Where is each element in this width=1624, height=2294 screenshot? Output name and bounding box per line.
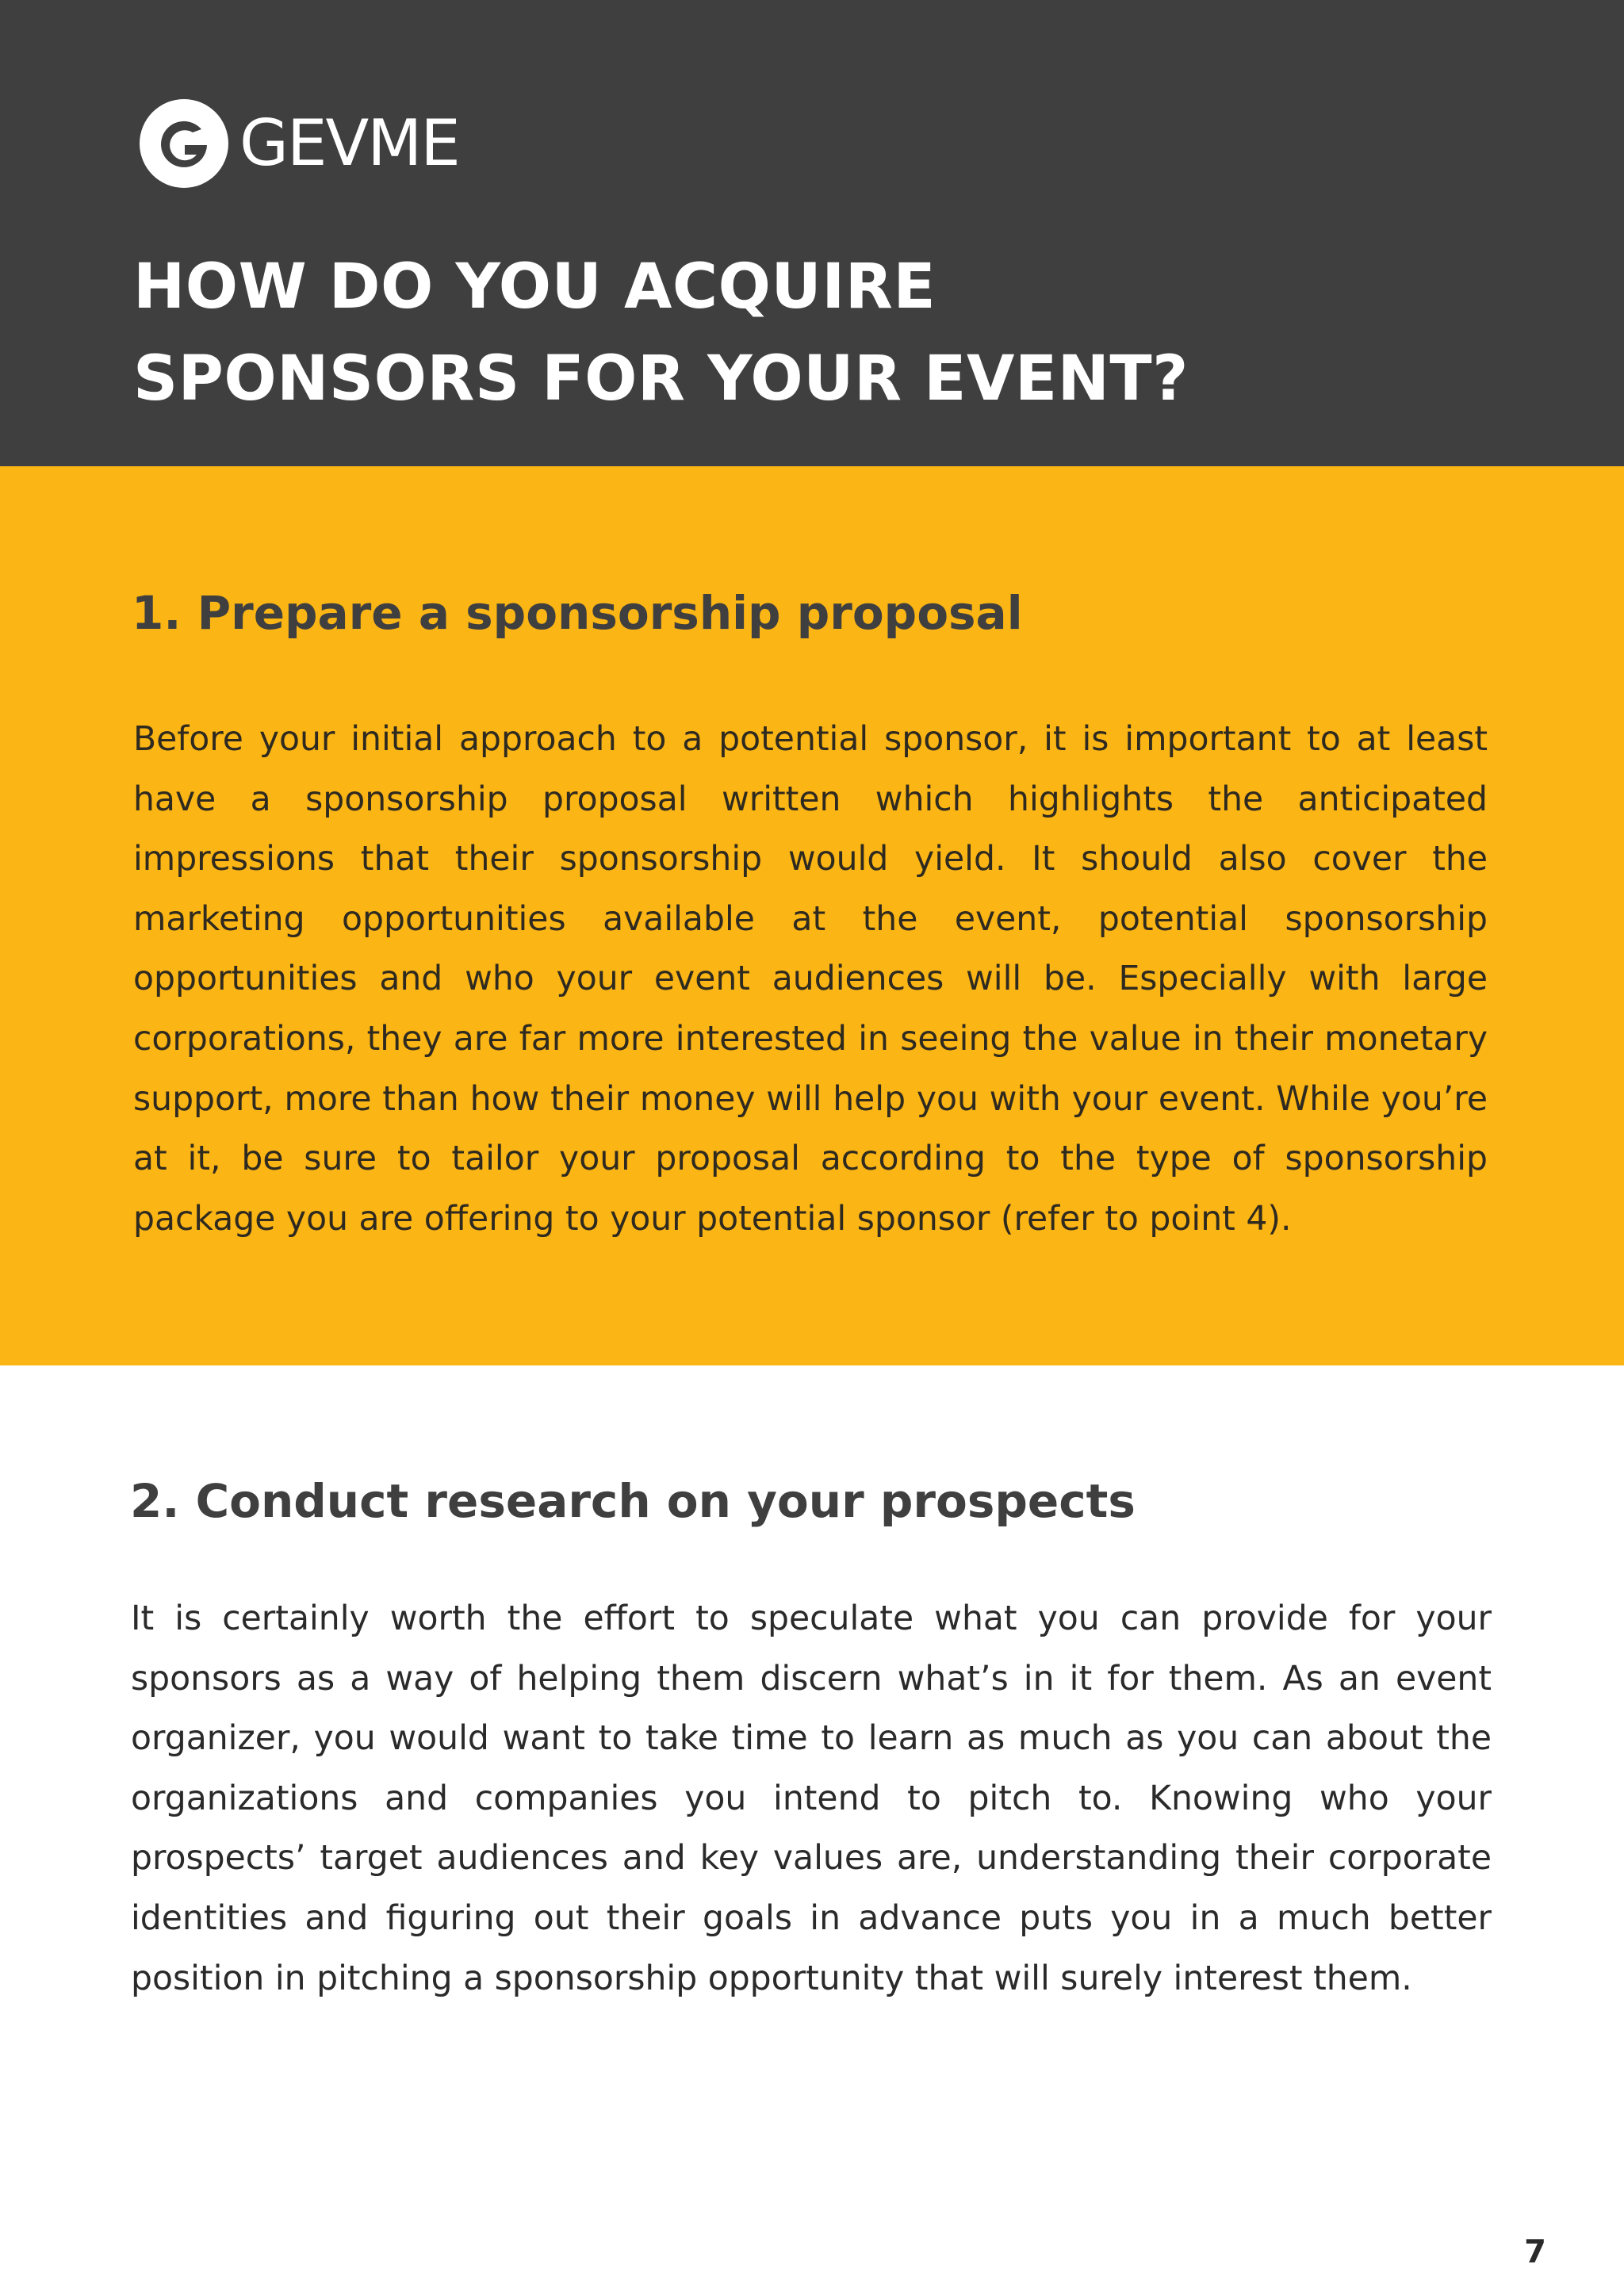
section-1-body: Before your initial approach to a potential sponsor, it is important to at least have a sponsorship proposal written which highlights the anticipated impressions that their sponsorship would yield. It should also cover the marketing opportunities available at the event, potential sponsorship opportunities and who your event audiences will be. Especially with large corporations, they are far more interested in seeing the value in their monetary support, more than how their money will help you with your event. While you’re at it, be sure to tailor your proposal according to the type of sponsorship package you are offering to your potential sponsor (refer to point 4). (133, 720, 1488, 1239)
gevme-logo-icon (140, 99, 228, 188)
brand-name: GEVME (239, 106, 459, 180)
page-header (0, 0, 1624, 466)
page-number: 7 (1524, 2234, 1546, 2270)
section-2-heading: 2. Conduct research on your prospects (130, 1474, 1136, 1528)
page-title-line-2: SPONSORS FOR YOUR EVENT? (133, 343, 1189, 415)
page-title (133, 241, 1481, 425)
page-title-line-1: HOW DO YOU ACQUIRE (133, 251, 936, 323)
brand-logo (140, 99, 459, 188)
section-1-heading: 1. Prepare a sponsorship proposal (132, 586, 1023, 640)
section-2-body: It is certainly worth the effort to speculate what you can provide for your sponsors as a way of helping them discern what’s in it for them. As an event organizer, you would want to take time to learn as much as you can about the organizations and companies you intend to pitch to. Knowing who your prospects’ target audiences and key values are, understanding their corporate identities and figuring out their goals in advance puts you in a much better position in pitching a sponsorship opportunity that will surely interest them. (131, 1599, 1492, 1998)
